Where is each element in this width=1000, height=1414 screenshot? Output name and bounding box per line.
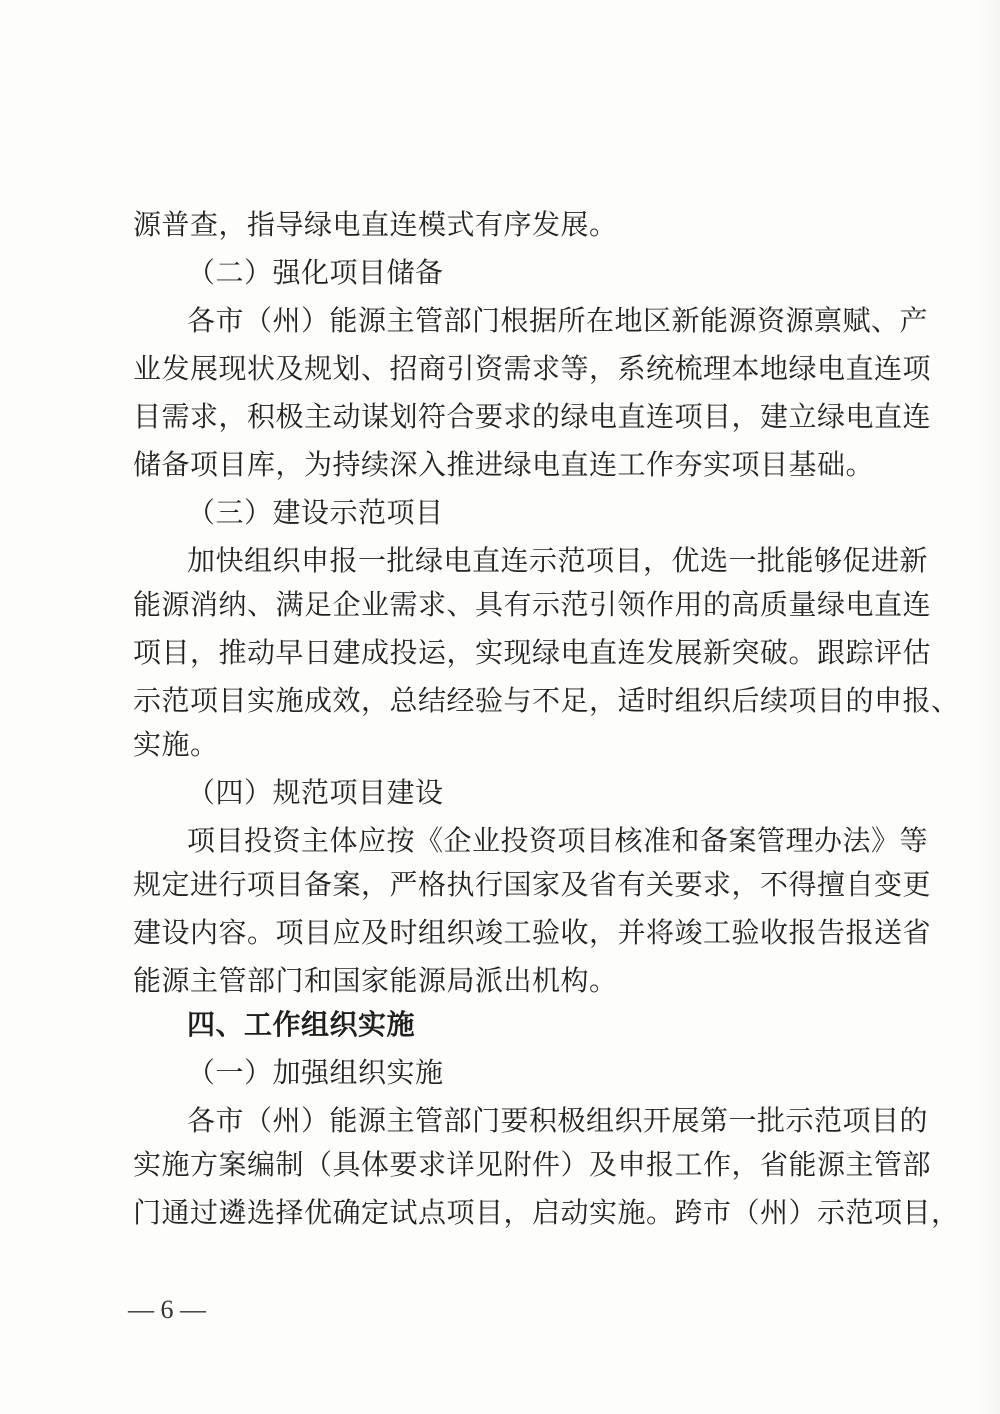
page-edge-shadow: [978, 0, 1000, 1414]
page-number: — 6 —: [128, 1295, 206, 1324]
body-text-line: 业发展现状及规划、招商引资需求等，系统梳理本地绿电直连项: [133, 352, 932, 385]
body-text-line: 各市（州）能源主管部门根据所在地区新能源资源禀赋、产: [187, 304, 929, 337]
chapter-heading: 四、工作组织实施: [187, 1008, 416, 1041]
body-text-line: 门通过遴选择优确定试点项目，启动实施。跨市（州）示范项目，: [133, 1196, 960, 1229]
body-text-line: 能源消纳、满足企业需求、具有示范引领作用的高质量绿电直连: [133, 588, 932, 621]
body-text-line: 目需求，积极主动谋划符合要求的绿电直连项目，建立绿电直连: [133, 400, 932, 433]
body-text-line: 建设内容。项目应及时组织竣工验收，并将竣工验收报告报送省: [133, 916, 932, 949]
body-text-line: 源普查，指导绿电直连模式有序发展。: [133, 208, 618, 241]
body-text-line: 储备项目库，为持续深入推进绿电直连工作夯实项目基础。: [133, 448, 875, 481]
body-text-line: 实施。: [133, 728, 219, 761]
body-text-line: 项目，推动早日建成投运，实现绿电直连发展新突破。跟踪评估: [133, 636, 932, 669]
body-text-line: 实施方案编制（具体要求详见附件）及申报工作，省能源主管部: [133, 1148, 932, 1181]
body-text-line: 示范项目实施成效，总结经验与不足，适时组织后续项目的申报、: [133, 684, 960, 717]
section-heading-2: （二）强化项目储备: [187, 256, 444, 289]
body-text-line: 加快组织申报一批绿电直连示范项目，优选一批能够促进新: [187, 544, 929, 577]
body-text-line: 项目投资主体应按《企业投资项目核准和备案管理办法》等: [187, 824, 929, 857]
body-text-line: 规定进行项目备案，严格执行国家及省有关要求，不得擅自变更: [133, 868, 932, 901]
section-heading-4: （四）规范项目建设: [187, 776, 444, 809]
section-heading-1: （一）加强组织实施: [187, 1056, 444, 1089]
body-text-line: 能源主管部门和国家能源局派出机构。: [133, 964, 618, 997]
body-text-line: 各市（州）能源主管部门要积极组织开展第一批示范项目的: [187, 1104, 929, 1137]
section-heading-3: （三）建设示范项目: [187, 496, 444, 529]
